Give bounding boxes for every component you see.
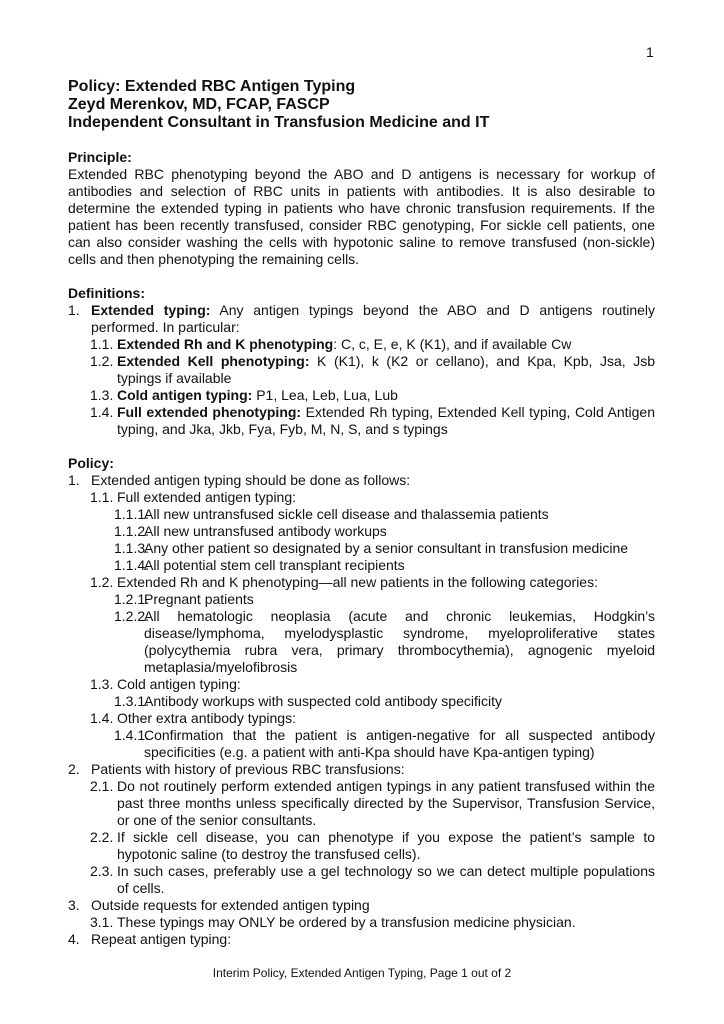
item-number: 1.2. bbox=[90, 353, 114, 369]
policy-text: Outside requests for extended antigen typing bbox=[91, 897, 370, 913]
item-number: 4. bbox=[68, 931, 80, 947]
policy-item bbox=[68, 693, 655, 710]
document-page bbox=[68, 78, 655, 948]
policy-text: Confirmation that the patient is antigen-negative for all suspected antibody specificities (e.g. a patient with anti-Kpa should have Kpa-antigen typing) bbox=[144, 727, 655, 760]
item-number: 1.2.1. bbox=[114, 591, 150, 607]
definition-text: K (K1), k (K2 or cellano), and Kpa, Kpb, Jsa, Jsb typings if available bbox=[117, 353, 655, 386]
policy-item bbox=[68, 761, 655, 778]
policy-item bbox=[68, 608, 655, 676]
item-number: 3. bbox=[68, 897, 80, 913]
policy-item bbox=[68, 472, 655, 489]
item-number: 2.3. bbox=[90, 863, 114, 879]
policy-text: All new untransfused antibody workups bbox=[144, 523, 387, 539]
policy-item bbox=[68, 931, 655, 948]
policy-item bbox=[68, 676, 655, 693]
document-title: Policy: Extended RBC Antigen Typing bbox=[68, 78, 356, 95]
item-number: 1.3. bbox=[90, 676, 114, 692]
policy-text: Full extended antigen typing: bbox=[117, 489, 297, 505]
policy-text: Extended antigen typing should be done as follows: bbox=[91, 472, 411, 488]
definition-item bbox=[68, 336, 655, 353]
policy-text: Antibody workups with suspected cold antibody specificity bbox=[144, 693, 502, 709]
item-number: 3.1. bbox=[90, 914, 114, 930]
definition-term: Full extended phenotyping: bbox=[117, 404, 302, 420]
item-number: 2. bbox=[68, 761, 80, 777]
item-number: 1.2.2. bbox=[114, 608, 150, 624]
policy-text: Any other patient so designated by a senior consultant in transfusion medicine bbox=[144, 540, 629, 556]
policy-text: Pregnant patients bbox=[144, 591, 254, 607]
policy-text: Do not routinely perform extended antigen typings in any patient transfused within the past three months unless specifically directed by the Supervisor, Transfusion Service, or one of the senior consultants. bbox=[117, 778, 655, 828]
policy-item bbox=[68, 778, 655, 829]
item-number: 1.1. bbox=[90, 489, 114, 505]
policy-item bbox=[68, 523, 655, 540]
item-number: 1.4.1. bbox=[114, 727, 150, 743]
policy-item bbox=[68, 897, 655, 914]
item-number: 1.1.2. bbox=[114, 523, 150, 539]
policy-text: All new untransfused sickle cell disease and thalassemia patients bbox=[144, 506, 549, 522]
definition-term: Extended Kell phenotyping: bbox=[117, 353, 310, 369]
policy-text: If sickle cell disease, you can phenotype if you expose the patient’s sample to hypotonic saline (to destroy the transfused cells). bbox=[117, 829, 655, 862]
policy-item bbox=[68, 710, 655, 727]
item-number: 1.2. bbox=[90, 574, 114, 590]
definition-item bbox=[68, 353, 655, 387]
document-author: Zeyd Merenkov, MD, FCAP, FASCP bbox=[68, 96, 330, 113]
definition-text: Extended Rh typing, Extended Kell typing, Cold Antigen typing, and Jka, Jkb, Fya, Fyb, M, N, S, and s typings bbox=[117, 404, 655, 437]
definition-text: P1, Lea, Leb, Lua, Lub bbox=[252, 387, 398, 403]
policy-item bbox=[68, 829, 655, 863]
policy-text: All potential stem cell transplant recipients bbox=[144, 557, 405, 573]
item-number: 1.1.1. bbox=[114, 506, 150, 522]
policy-item bbox=[68, 591, 655, 608]
definition-term: Cold antigen typing: bbox=[117, 387, 253, 403]
policy-text: All hematologic neoplasia (acute and chronic leukemias, Hodgkin’s disease/lymphoma, myelodysplastic syndrome, myeloproliferative states (polycythemia rubra vera, primary thrombocythemia), agnogenic myeloid metaplasia/myelofibrosis bbox=[144, 608, 655, 675]
item-number: 1.1.3. bbox=[114, 540, 150, 556]
policy-text: Repeat antigen typing: bbox=[91, 931, 232, 947]
item-number: 2.2. bbox=[90, 829, 114, 845]
page-footer: Interim Policy, Extended Antigen Typing, Page 1 out of 2 bbox=[212, 966, 512, 980]
policy-item bbox=[68, 540, 655, 557]
item-number: 1. bbox=[68, 302, 80, 318]
definition-term: Extended Rh and K phenotyping bbox=[117, 336, 334, 352]
policy-text: These typings may ONLY be ordered by a transfusion medicine physician. bbox=[117, 914, 576, 930]
policy-text: Cold antigen typing: bbox=[117, 676, 241, 692]
policy-item bbox=[68, 914, 655, 931]
principle-heading: Principle: bbox=[68, 149, 132, 165]
policy-item bbox=[68, 557, 655, 574]
principle-text: Extended RBC phenotyping beyond the ABO and D antigens is necessary for workup of antibodies and selection of RBC units in patients with antibodies. It is also desirable to determine the extended typing in patients who have chronic transfusion requirements. If the patient has been recently transfused, consider RBC genotyping, For sickle cell patients, one can also consider washing the cells with hypotonic saline to remove transfused (non-sickle) cells and then phenotyping the remaining cells. bbox=[68, 166, 655, 267]
definition-item bbox=[68, 387, 655, 404]
item-number: 1.1.4. bbox=[114, 557, 150, 573]
author-affiliation: Independent Consultant in Transfusion Medicine and IT bbox=[68, 114, 490, 131]
policy-item bbox=[68, 506, 655, 523]
item-number: 1.4. bbox=[90, 710, 114, 726]
page-number: 1 bbox=[646, 44, 654, 60]
item-number: 1.3.1. bbox=[114, 693, 150, 709]
definition-term: Extended typing: bbox=[91, 302, 211, 318]
policy-heading: Policy: bbox=[68, 455, 114, 471]
policy-item bbox=[68, 863, 655, 897]
item-number: 1.4. bbox=[90, 404, 114, 420]
definition-text: : C, c, E, e, K (K1), and if available Cw bbox=[333, 336, 572, 352]
definition-item bbox=[68, 302, 655, 336]
item-number: 1. bbox=[68, 472, 80, 488]
policy-item bbox=[68, 574, 655, 591]
policy-text: Other extra antibody typings: bbox=[117, 710, 296, 726]
policy-text: Extended Rh and K phenotyping—all new patients in the following categories: bbox=[117, 574, 598, 590]
policy-text: Patients with history of previous RBC transfusions: bbox=[91, 761, 405, 777]
item-number: 1.3. bbox=[90, 387, 114, 403]
policy-text: In such cases, preferably use a gel technology so we can detect multiple populations of cells. bbox=[117, 863, 655, 896]
item-number: 2.1. bbox=[90, 778, 114, 794]
policy-item bbox=[68, 489, 655, 506]
policy-item bbox=[68, 727, 655, 761]
item-number: 1.1. bbox=[90, 336, 114, 352]
definitions-heading: Definitions: bbox=[68, 285, 145, 301]
definition-item bbox=[68, 404, 655, 438]
definition-text: Any antigen typings beyond the ABO and D antigens routinely performed. In particular: bbox=[91, 302, 655, 335]
